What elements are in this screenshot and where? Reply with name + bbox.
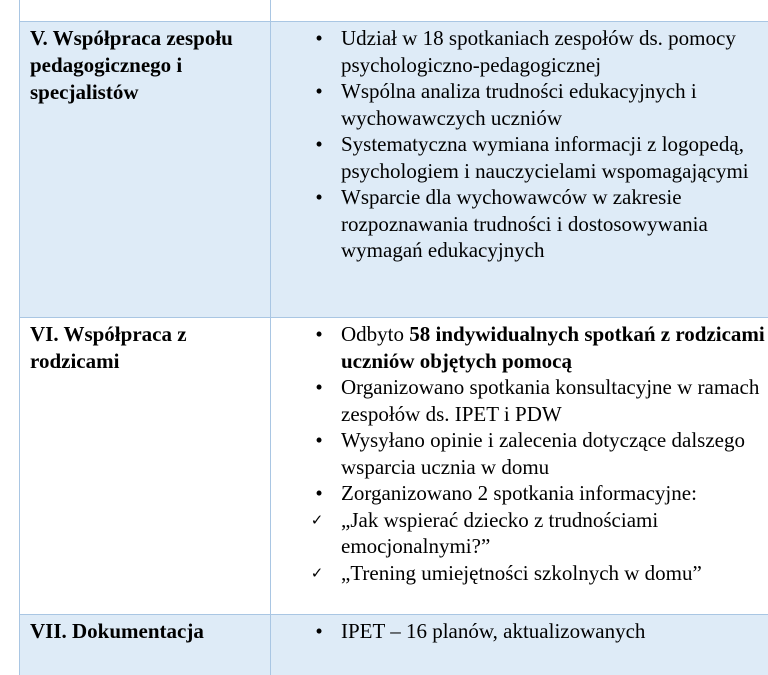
bullet-list <box>271 321 768 586</box>
bullet-icon: • <box>315 185 323 209</box>
bullet-icon: • <box>315 428 323 452</box>
list-item: • Wsparcie dla wychowawców w zakresie rozpoznawania trudności i dostosowywania wymagań edukacyjnych <box>271 184 768 264</box>
section-heading: V. Współpraca zespołu pedagogicznego i specjalistów <box>30 26 233 104</box>
list-item: • Udział w 18 spotkaniach zespołów ds. pomocy psychologiczno-pedagogicznej <box>271 25 768 78</box>
section-heading-cell <box>19 615 271 675</box>
bullet-list <box>271 618 768 645</box>
list-item: • Systematyczna wymiana informacji z logopedą, psychologiem i nauczycielami wspomagającymi <box>271 131 768 184</box>
bullet-icon: • <box>315 619 323 643</box>
bullet-icon: • <box>315 322 323 346</box>
list-item: • Odbyto 58 indywidualnych spotkań z rodzicami uczniów objętych pomocą <box>271 321 768 374</box>
checkmark-icon: ✓ <box>310 510 324 529</box>
bullet-list <box>271 25 768 264</box>
list-item: ✓ „Trening umiejętności szkolnych w domu” <box>271 560 768 587</box>
bullet-icon: • <box>315 79 323 103</box>
list-item: • Wspólna analiza trudności edukacyjnych i wychowawczych uczniów <box>271 78 768 131</box>
section-content-cell <box>271 615 768 675</box>
table-row-section-vii <box>19 615 768 675</box>
bullet-icon: • <box>315 481 323 505</box>
bullet-icon: • <box>315 26 323 50</box>
checkmark-icon: ✓ <box>310 563 324 582</box>
bullet-icon: • <box>315 375 323 399</box>
section-heading: VI. Współpraca z rodzicami <box>30 322 187 373</box>
section-content-cell <box>271 318 768 614</box>
table-cell-left <box>19 0 271 21</box>
table-row-top-partial <box>19 0 768 21</box>
table-row-section-v <box>19 22 768 317</box>
list-item: • Zorganizowano 2 spotkania informacyjne: <box>271 480 768 507</box>
section-heading: VII. Dokumentacja <box>30 619 204 643</box>
list-item: ✓ „Jak wspierać dziecko z trudnościami emocjonalnymi?” <box>271 507 768 560</box>
section-heading-cell <box>19 318 271 614</box>
section-content-cell <box>271 22 768 317</box>
list-item: • Wysyłano opinie i zalecenia dotyczące dalszego wsparcia ucznia w domu <box>271 427 768 480</box>
table-cell-right <box>271 0 768 21</box>
section-heading-cell <box>19 22 271 317</box>
table-row-section-vi <box>19 318 768 614</box>
bullet-icon: • <box>315 132 323 156</box>
list-item: • IPET – 16 planów, aktualizowanych <box>271 618 768 645</box>
list-item: • Organizowano spotkania konsultacyjne w ramach zespołów ds. IPET i PDW <box>271 374 768 427</box>
